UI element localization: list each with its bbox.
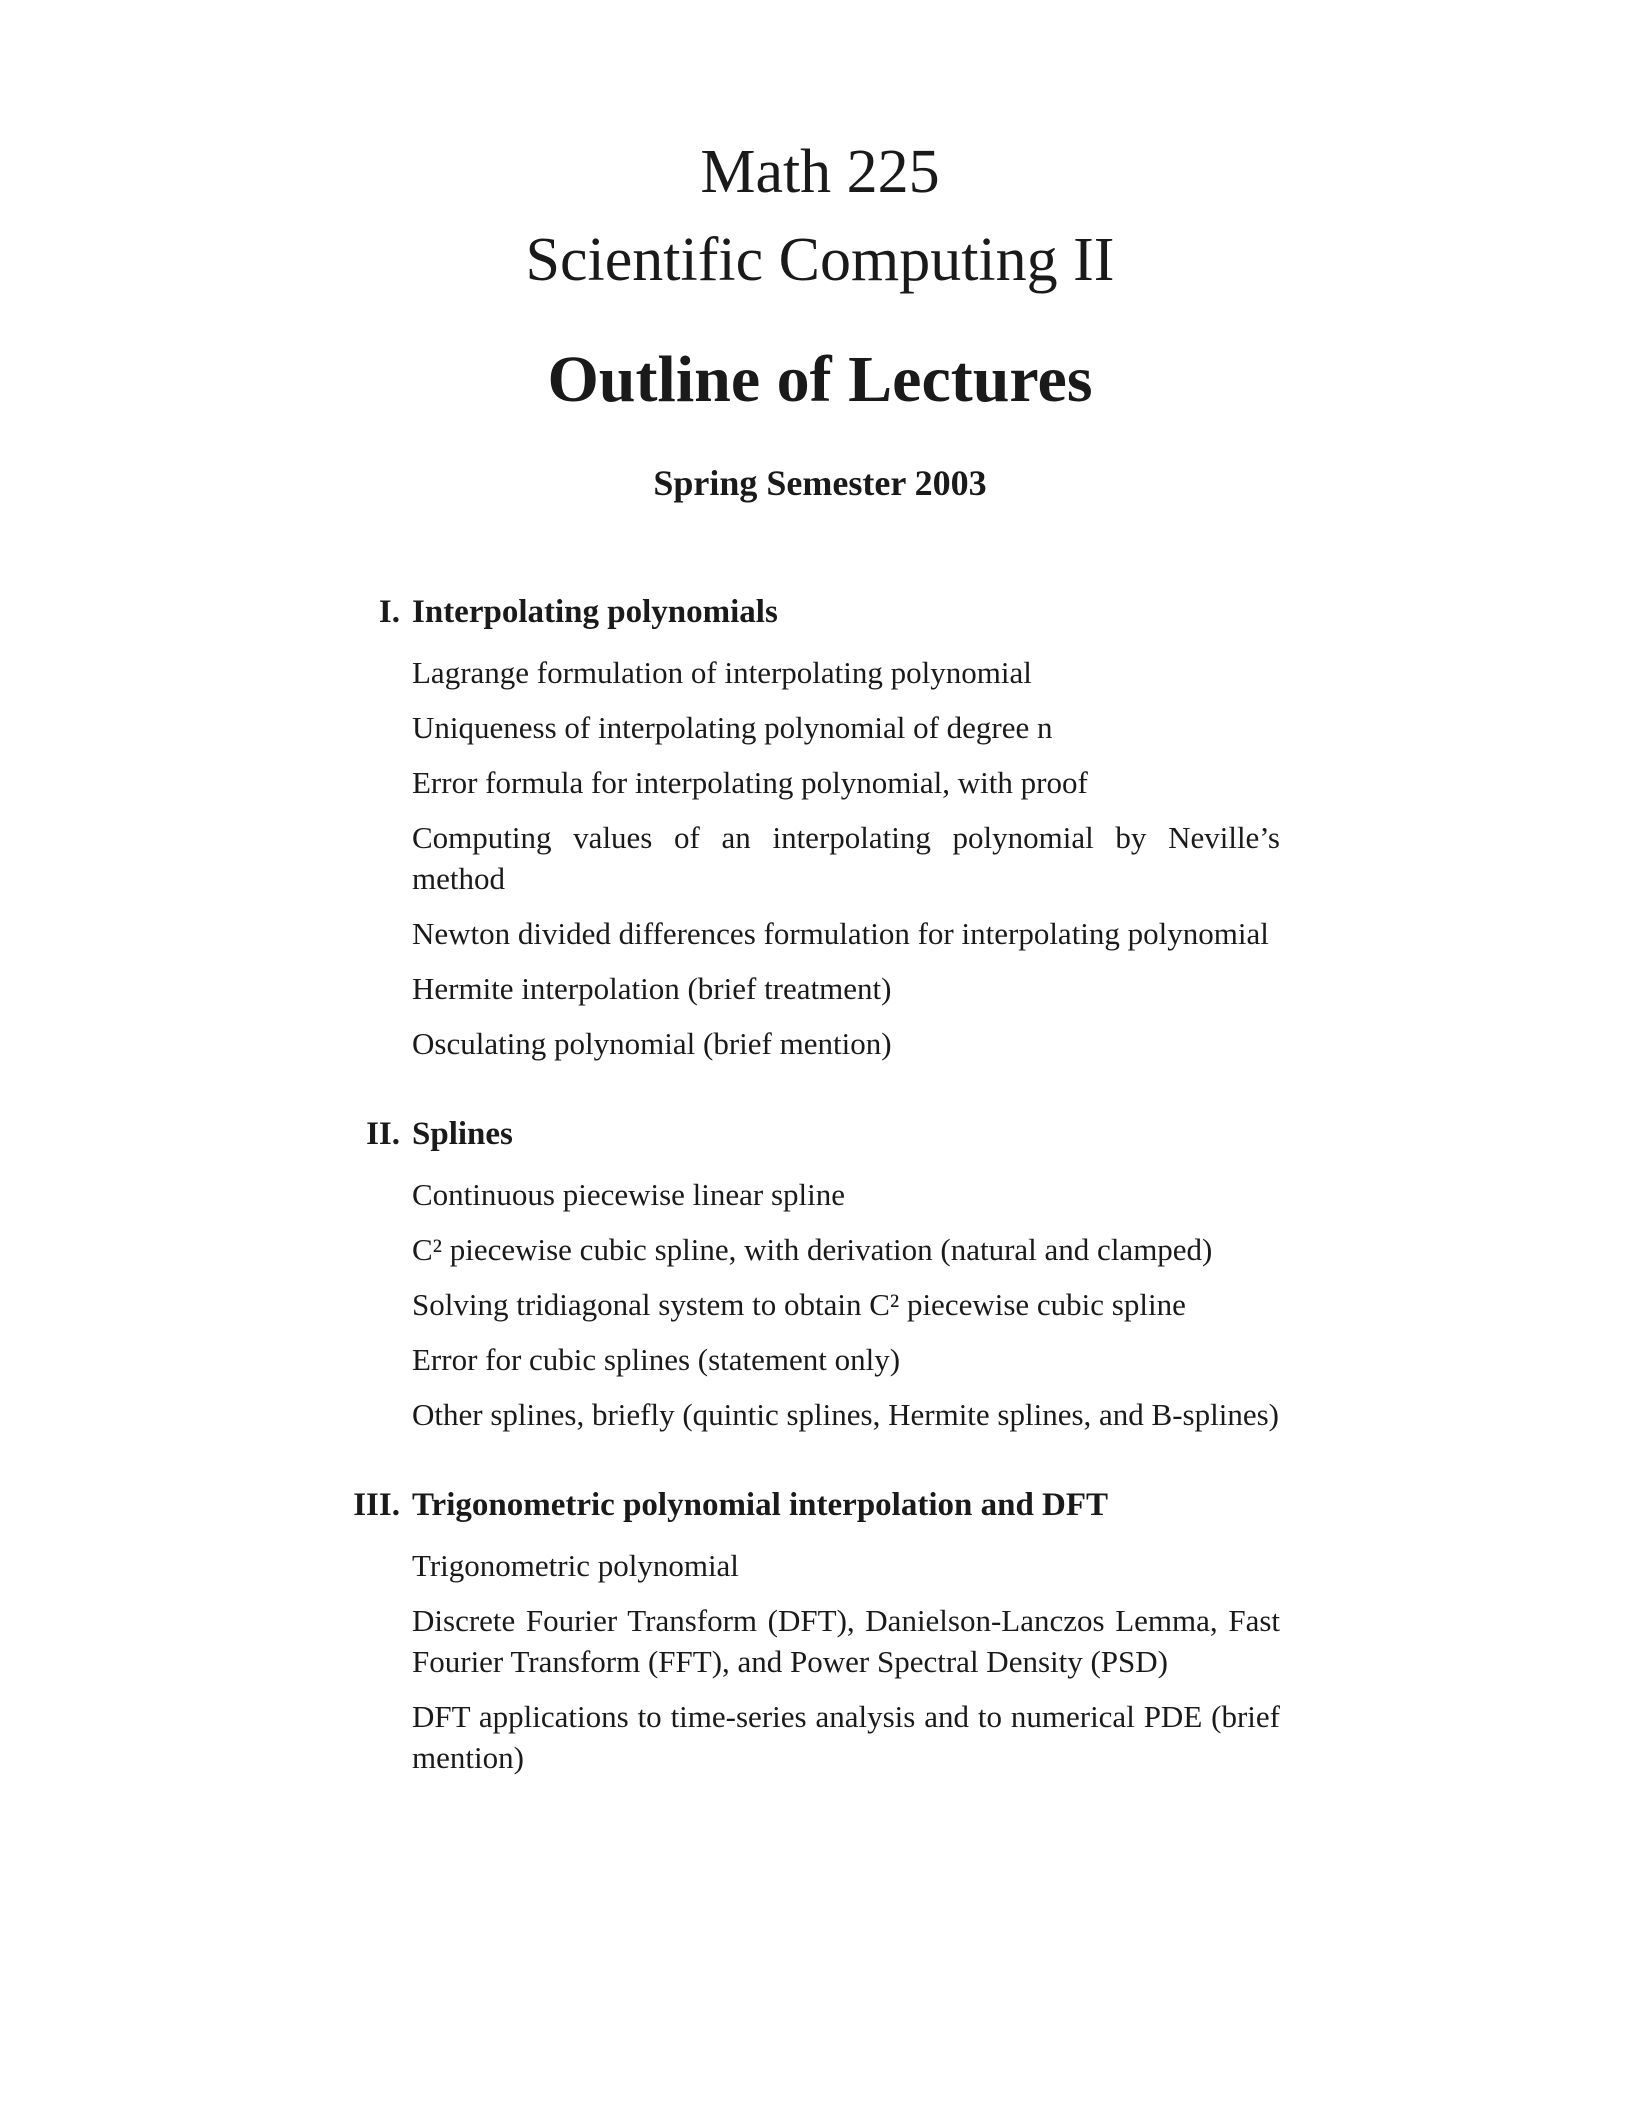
topic-item: Osculating polynomial (brief mention) bbox=[412, 1026, 892, 1061]
section-title: Interpolating polynomials bbox=[412, 594, 778, 630]
topic-list bbox=[412, 1174, 1340, 1435]
topic-item: Computing values of an interpolating polynomial by Neville’s method bbox=[412, 820, 1280, 896]
section-heading bbox=[340, 1481, 1340, 1529]
section-number: III. bbox=[353, 1487, 400, 1523]
lecture-outline bbox=[340, 588, 1340, 1824]
topic-item: Newton divided differences formulation for interpolating polynomial bbox=[412, 916, 1269, 951]
topic-item: Lagrange formulation of interpolating polynomial bbox=[412, 655, 1032, 690]
topic-item: Error formula for interpolating polynomial, with proof bbox=[412, 765, 1088, 800]
section-interpolating-polynomials bbox=[340, 588, 1340, 1064]
topic-item: Uniqueness of interpolating polynomial of degree n bbox=[412, 710, 1053, 745]
section-number: II. bbox=[366, 1116, 400, 1152]
course-name: Scientific Computing II bbox=[525, 226, 1115, 294]
section-number: I. bbox=[378, 594, 400, 630]
topic-item: DFT applications to time-series analysis and to numerical PDE (brief mention) bbox=[412, 1699, 1280, 1775]
topic-item: Trigonometric polynomial bbox=[412, 1548, 739, 1583]
topic-list bbox=[412, 1545, 1340, 1778]
topic-item: Solving tridiagonal system to obtain C² piecewise cubic spline bbox=[412, 1287, 1186, 1322]
document-header bbox=[0, 128, 1640, 508]
topic-item: Discrete Fourier Transform (DFT), Danielson-Lanczos Lemma, Fast Fourier Transform (FFT), and Power Spectral Density (PSD) bbox=[412, 1603, 1280, 1679]
topic-list bbox=[412, 652, 1340, 1064]
section-title: Trigonometric polynomial interpolation and DFT bbox=[412, 1487, 1109, 1523]
section-trigonometric-interpolation bbox=[340, 1481, 1340, 1778]
section-splines bbox=[340, 1110, 1340, 1435]
topic-item: C² piecewise cubic spline, with derivation (natural and clamped) bbox=[412, 1232, 1213, 1267]
topic-item: Hermite interpolation (brief treatment) bbox=[412, 971, 892, 1006]
semester-label: Spring Semester 2003 bbox=[653, 463, 987, 503]
section-heading bbox=[340, 588, 1340, 636]
topic-item: Other splines, briefly (quintic splines, Hermite splines, and B-splines) bbox=[412, 1397, 1279, 1432]
topic-item: Error for cubic splines (statement only) bbox=[412, 1342, 901, 1377]
topic-item: Continuous piecewise linear spline bbox=[412, 1177, 846, 1212]
document-title: Outline of Lectures bbox=[547, 343, 1093, 416]
course-number: Math 225 bbox=[700, 138, 940, 206]
section-heading bbox=[340, 1110, 1340, 1158]
section-title: Splines bbox=[412, 1116, 513, 1152]
